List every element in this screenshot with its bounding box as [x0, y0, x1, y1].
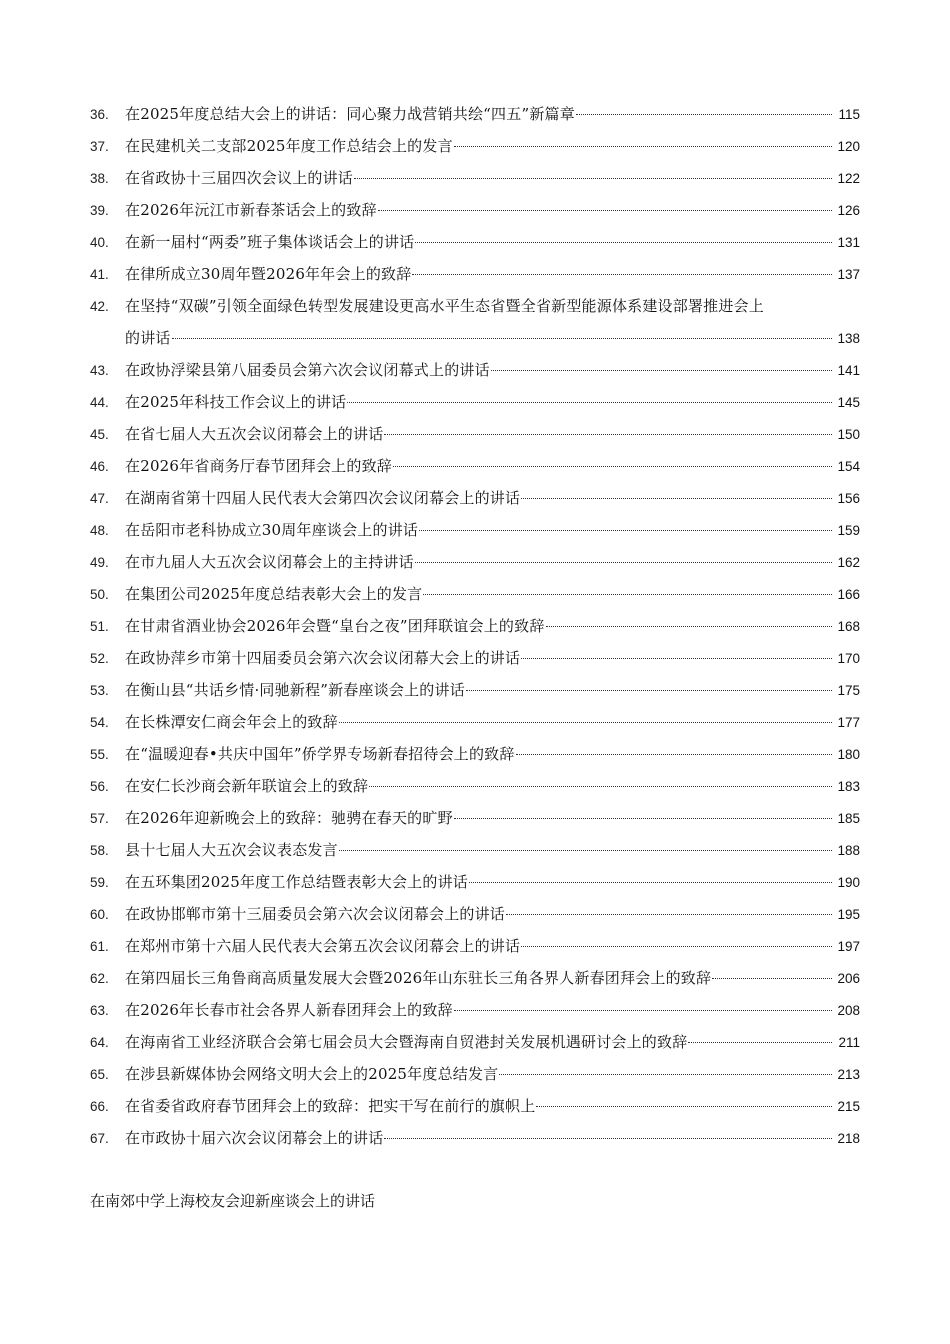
toc-entry-number: 62. — [90, 971, 109, 986]
toc-entry-number: 64. — [90, 1035, 109, 1050]
toc-entry-number: 45. — [90, 427, 109, 442]
toc-entry-title[interactable]: 在省政协十三届四次会议上的讲话 — [125, 169, 354, 187]
toc-entry-number: 44. — [90, 395, 109, 410]
toc-entry-title[interactable]: 在岳阳市老科协成立30周年座谈会上的讲话 — [125, 521, 419, 539]
toc-entry-title[interactable]: 在民建机关二支部2025年度工作总结会上的发言 — [125, 137, 453, 155]
toc-entry[interactable] — [90, 290, 860, 354]
toc-entry-number: 37. — [90, 139, 109, 154]
dot-leader — [423, 594, 832, 595]
toc-entry[interactable] — [90, 1090, 860, 1122]
dot-leader — [347, 402, 832, 403]
toc-entry-title[interactable]: 在政协浮梁县第八届委员会第六次会议闭幕式上的讲话 — [125, 361, 490, 379]
toc-entry[interactable] — [90, 642, 860, 674]
dot-leader — [546, 626, 832, 627]
toc-entry-page-number: 166 — [837, 587, 860, 602]
toc-entry[interactable] — [90, 162, 860, 194]
toc-entry-title[interactable]: 在省七届人大五次会议闭幕会上的讲话 — [125, 425, 384, 443]
toc-entry-number: 66. — [90, 1099, 109, 1114]
dot-leader — [339, 850, 832, 851]
toc-entry-page-number: 215 — [837, 1099, 860, 1114]
toc-entry-number: 39. — [90, 203, 109, 218]
toc-entry[interactable] — [90, 418, 860, 450]
toc-entry[interactable] — [90, 962, 860, 994]
toc-entry-title[interactable]: 在2025年度总结大会上的讲话：同心聚力战营销共绘“四五”新篇章 — [125, 105, 575, 123]
dot-leader — [378, 210, 832, 211]
toc-entry[interactable] — [90, 770, 860, 802]
toc-entry-number: 38. — [90, 171, 109, 186]
toc-entry-page-number: 188 — [837, 843, 860, 858]
toc-entry[interactable] — [90, 130, 860, 162]
toc-entry[interactable] — [90, 482, 860, 514]
toc-entry-number: 51. — [90, 619, 109, 634]
dot-leader — [393, 466, 832, 467]
dot-leader — [412, 274, 832, 275]
dot-leader — [521, 498, 832, 499]
toc-entry-number: 43. — [90, 363, 109, 378]
toc-entry[interactable] — [90, 450, 860, 482]
toc-entry-page-number: 162 — [837, 555, 860, 570]
toc-entry-page-number: 190 — [837, 875, 860, 890]
dot-leader — [369, 786, 832, 787]
dot-leader — [521, 658, 832, 659]
toc-entry-title[interactable]: 在2026年长春市社会各界人新春团拜会上的致辞 — [125, 1001, 453, 1019]
toc-entry-title[interactable]: 在“温暖迎春•共庆中国年”侨学界专场新春招待会上的致辞 — [125, 745, 515, 763]
toc-entry-title[interactable]: 在长株潭安仁商会年会上的致辞 — [125, 713, 338, 731]
toc-entry[interactable] — [90, 386, 860, 418]
dot-leader — [688, 1042, 832, 1043]
toc-entry[interactable] — [90, 578, 860, 610]
dot-leader — [499, 1074, 832, 1075]
toc-entry-title[interactable]: 在甘肃省酒业协会2026年会暨“皇台之夜”团拜联谊会上的致辞 — [125, 617, 545, 635]
toc-entry-number: 54. — [90, 715, 109, 730]
toc-entry[interactable] — [90, 674, 860, 706]
toc-entry[interactable] — [90, 706, 860, 738]
toc-entry-number: 56. — [90, 779, 109, 794]
toc-entry[interactable] — [90, 354, 860, 386]
toc-entry-title[interactable]: 在2026年省商务厅春节团拜会上的致辞 — [125, 457, 392, 475]
toc-entry[interactable] — [90, 930, 860, 962]
toc-entry-number: 63. — [90, 1003, 109, 1018]
toc-entry-title[interactable]: 在涉县新媒体协会网络文明大会上的2025年度总结发言 — [125, 1065, 499, 1083]
dot-leader — [354, 178, 832, 179]
toc-entry-title[interactable]: 在政协萍乡市第十四届委员会第六次会议闭幕大会上的讲话 — [125, 649, 521, 667]
toc-entry[interactable] — [90, 258, 860, 290]
toc-entry[interactable] — [90, 1026, 860, 1058]
toc-entry[interactable] — [90, 514, 860, 546]
toc-entry-number: 50. — [90, 587, 109, 602]
dot-leader — [172, 338, 832, 339]
dot-leader — [536, 1106, 832, 1107]
toc-entry-page-number: 213 — [837, 1067, 860, 1082]
toc-entry-title[interactable]: 在湖南省第十四届人民代表大会第四次会议闭幕会上的讲话 — [125, 489, 521, 507]
toc-entry-title[interactable]: 县十七届人大五次会议表态发言 — [125, 841, 338, 859]
toc-entry-page-number: 156 — [837, 491, 860, 506]
dot-leader — [339, 722, 832, 723]
toc-entry-page-number: 185 — [837, 811, 860, 826]
dot-leader — [576, 114, 832, 115]
toc-entry-page-number: 159 — [837, 523, 860, 538]
toc-entry[interactable] — [90, 898, 860, 930]
toc-entry-number: 40. — [90, 235, 109, 250]
toc-entry-page-number: 154 — [837, 459, 860, 474]
toc-entry[interactable] — [90, 994, 860, 1026]
toc-entry-title[interactable]: 在律所成立30周年暨2026年年会上的致辞 — [125, 265, 412, 283]
dot-leader — [384, 1138, 832, 1139]
toc-entry[interactable] — [90, 866, 860, 898]
dot-leader — [466, 690, 832, 691]
toc-entry[interactable] — [90, 194, 860, 226]
toc-entry-title[interactable]: 在坚持“双碳”引领全面绿色转型发展建设更高水平生态省暨全省新型能源体系建设部署推进会上 — [125, 297, 764, 315]
toc-entry-page-number: 218 — [837, 1131, 860, 1146]
toc-entry-number: 67. — [90, 1131, 109, 1146]
toc-entry-page-number: 150 — [837, 427, 860, 442]
toc-entry-number: 52. — [90, 651, 109, 666]
toc-entry-title[interactable]: 在2026年沅江市新春茶话会上的致辞 — [125, 201, 377, 219]
section-heading: 在南郊中学上海校友会迎新座谈会上的讲话 — [90, 1192, 376, 1210]
dot-leader — [415, 242, 832, 243]
toc-entry-number: 57. — [90, 811, 109, 826]
toc-entry-title[interactable]: 在衡山县“共话乡情·同驰新程”新春座谈会上的讲话 — [125, 681, 465, 699]
toc-entry-page-number: 131 — [837, 235, 860, 250]
toc-entry-title[interactable]: 在海南省工业经济联合会第七届会员大会暨海南自贸港封关发展机遇研讨会上的致辞 — [125, 1033, 688, 1051]
toc-entry-title-continued[interactable]: 的讲话 — [125, 329, 171, 347]
toc-entry-title[interactable]: 在第四届长三角鲁商高质量发展大会暨2026年山东驻长三角各界人新春团拜会上的致辞 — [125, 969, 712, 987]
toc-entry-number: 42. — [90, 299, 109, 314]
dot-leader — [454, 146, 832, 147]
toc-entry[interactable] — [90, 98, 860, 130]
toc-entry-number: 55. — [90, 747, 109, 762]
dot-leader — [384, 434, 832, 435]
toc-entry-page-number: 197 — [837, 939, 860, 954]
toc-entry-title[interactable]: 在市九届人大五次会议闭幕会上的主持讲话 — [125, 553, 414, 571]
toc-entry-page-number: 137 — [837, 267, 860, 282]
dot-leader — [712, 978, 832, 979]
toc-entry-page-number: 211 — [838, 1035, 860, 1050]
toc-entry-page-number: 168 — [837, 619, 860, 634]
toc-entry-page-number: 122 — [837, 171, 860, 186]
toc-entry[interactable] — [90, 546, 860, 578]
toc-entry-page-number: 145 — [837, 395, 860, 410]
toc-entry-page-number: 170 — [837, 651, 860, 666]
toc-entry-number: 36. — [90, 107, 109, 122]
toc-entry-page-number: 138 — [837, 331, 860, 346]
toc-entry-number: 49. — [90, 555, 109, 570]
toc-entry-title[interactable]: 在市政协十届六次会议闭幕会上的讲话 — [125, 1129, 384, 1147]
toc-entry[interactable] — [90, 1058, 860, 1090]
toc-entry-title[interactable]: 在集团公司2025年度总结表彰大会上的发言 — [125, 585, 423, 603]
toc-entry-page-number: 126 — [837, 203, 860, 218]
toc-entry-number: 65. — [90, 1067, 109, 1082]
dot-leader — [491, 370, 832, 371]
toc-entry-title[interactable]: 在郑州市第十六届人民代表大会第五次会议闭幕会上的讲话 — [125, 937, 521, 955]
toc-entry-title[interactable]: 在安仁长沙商会新年联谊会上的致辞 — [125, 777, 369, 795]
toc-entry[interactable] — [90, 738, 860, 770]
toc-entry-number: 60. — [90, 907, 109, 922]
dot-leader — [521, 946, 832, 947]
toc-entry-title[interactable]: 在政协邯郸市第十三届委员会第六次会议闭幕会上的讲话 — [125, 905, 506, 923]
toc-entry-page-number: 206 — [837, 971, 860, 986]
toc-entry[interactable] — [90, 834, 860, 866]
toc-entry-number: 58. — [90, 843, 109, 858]
dot-leader — [454, 818, 832, 819]
toc-entry-number: 48. — [90, 523, 109, 538]
toc-entry-title[interactable]: 在新一届村“两委”班子集体谈话会上的讲话 — [125, 233, 415, 251]
toc-entry-number: 61. — [90, 939, 109, 954]
dot-leader — [415, 562, 832, 563]
toc-entry[interactable] — [90, 1122, 860, 1154]
table-of-contents — [90, 98, 860, 1154]
toc-entry-number: 47. — [90, 491, 109, 506]
toc-entry-page-number: 180 — [837, 747, 860, 762]
toc-entry-title[interactable]: 在2026年迎新晚会上的致辞：驰骋在春天的旷野 — [125, 809, 453, 827]
dot-leader — [454, 1010, 832, 1011]
toc-entry-page-number: 183 — [837, 779, 860, 794]
toc-entry[interactable] — [90, 610, 860, 642]
toc-entry-title[interactable]: 在五环集团2025年度工作总结暨表彰大会上的讲话 — [125, 873, 468, 891]
toc-entry-title[interactable]: 在省委省政府春节团拜会上的致辞：把实干写在前行的旗帜上 — [125, 1097, 536, 1115]
toc-entry-number: 53. — [90, 683, 109, 698]
dot-leader — [419, 530, 832, 531]
toc-entry[interactable] — [90, 802, 860, 834]
dot-leader — [506, 914, 832, 915]
toc-entry-number: 59. — [90, 875, 109, 890]
toc-entry-number: 46. — [90, 459, 109, 474]
toc-entry-page-number: 120 — [837, 139, 860, 154]
toc-entry-page-number: 175 — [837, 683, 860, 698]
toc-entry-page-number: 208 — [837, 1003, 860, 1018]
dot-leader — [516, 754, 832, 755]
toc-entry-number: 41. — [90, 267, 109, 282]
dot-leader — [469, 882, 832, 883]
toc-entry-page-number: 141 — [837, 363, 860, 378]
toc-entry-page-number: 115 — [838, 107, 860, 122]
toc-entry[interactable] — [90, 226, 860, 258]
toc-entry-page-number: 195 — [837, 907, 860, 922]
toc-entry-title[interactable]: 在2025年科技工作会议上的讲话 — [125, 393, 347, 411]
toc-entry-page-number: 177 — [837, 715, 860, 730]
